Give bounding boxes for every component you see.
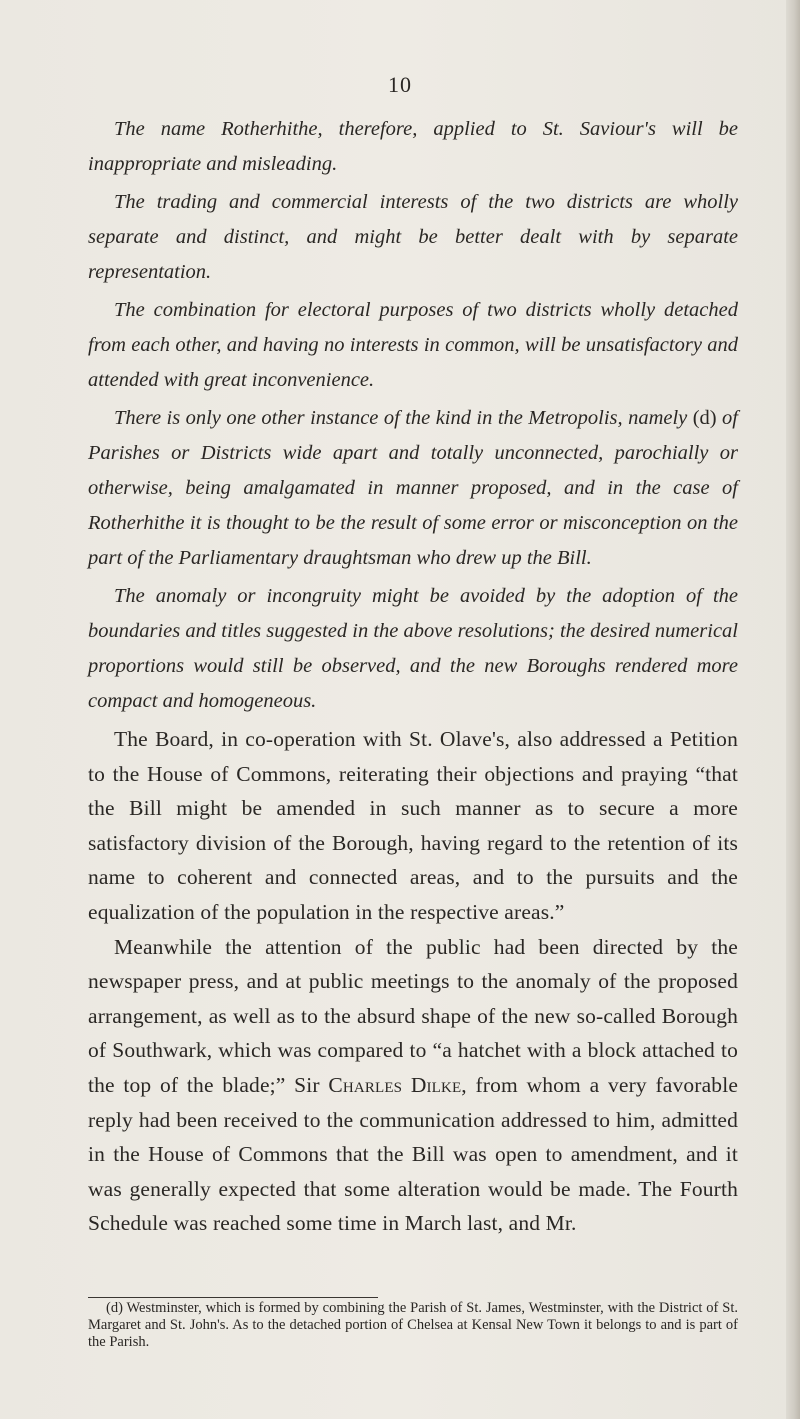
paragraph-4-text-a: There is only one other instance of the kind in the Metropolis, namely <box>114 407 688 429</box>
italic-paragraph-1: The name Rotherhithe, therefore, applied to St. Saviour's will be inappropriate and misleading. <box>88 118 738 175</box>
page-body <box>88 112 738 1241</box>
paragraph-petition: The Board, in co-operation with St. Olave's, also addressed a Petition to the House of Commons, reiterating their objections and praying “that the Bill might be amended in such manner as to secure a more satisfactory division of the Borough, having regard to the retention of its name to coherent and connected areas, and to the pursuits and the equalization of the population in the respective areas.” <box>88 727 738 924</box>
footnote-rule <box>88 1297 378 1298</box>
person-name: Charles Dilke <box>328 1072 462 1097</box>
paragraph-7-text-a: Meanwhile the attention of the public had been directed by the newspaper press, and at public meetings to the anomaly of the proposed arrangement, as well as to the absurd shape of the new so-called Borough of Southwark, which was compared to “a hatchet with a block attached to the top of the blade;” Sir <box>88 934 738 1097</box>
footnote: (d) Westminster, which is formed by combining the Parish of St. James, Westminster, with the District of St. Margaret and St. John's. As to the detached portion of Chelsea at Kensal New Town it belongs to and is part of the Parish. <box>88 1300 738 1350</box>
paragraph-4-text-b: of Parishes or Districts wide apart and totally unconnected, parochially or otherwise, being amalgamated in manner proposed, and in the case of Rotherhithe it is thought to be the result of some error or misconception on the part of the Parliamentary draughtsman who drew up the Bill. <box>88 407 738 569</box>
italic-paragraph-3: The combination for electoral purposes of two districts wholly detached from each other, and having no interests in common, will be unsatisfactory and attended with great inconvenience. <box>88 299 738 391</box>
paragraph-7-text-b: , from whom a very favorable reply had been received to the communication addressed to him, admitted in the House of Commons that the Bill was open to amendment, and it was generally expected that some alteration would be made. The Fourth Schedule was reached some time in March last, and Mr. <box>88 1072 739 1236</box>
paragraph-meanwhile <box>88 930 738 1241</box>
italic-paragraph-4 <box>88 401 738 576</box>
italic-paragraph-5: The anomaly or incongruity might be avoided by the adoption of the boundaries and titles suggested in the above resolutions; the desired numerical proportions would still be observed, and the new Boroughs rendered more compact and homogeneous. <box>88 585 738 712</box>
italic-paragraph-2: The trading and commercial interests of the two districts are wholly separate and distinct, and might be better dealt with by separate representation. <box>88 191 738 283</box>
page-number: 10 <box>388 72 412 97</box>
footnote-marker: (d) <box>692 407 717 429</box>
page-edge <box>786 0 800 1419</box>
